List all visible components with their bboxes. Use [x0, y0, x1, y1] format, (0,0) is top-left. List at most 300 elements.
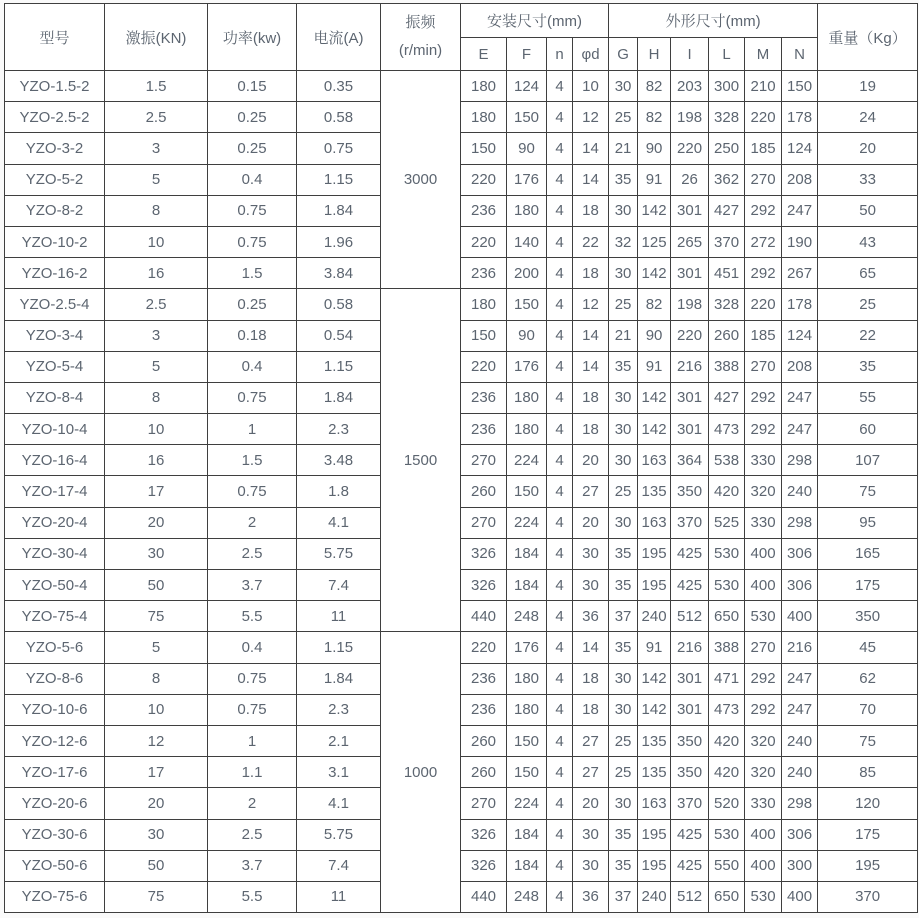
current-cell: 3.48 [297, 445, 381, 476]
dimension-cell: 330 [745, 507, 782, 538]
dimension-cell: 300 [782, 850, 818, 881]
dimension-cell: 184 [507, 538, 547, 569]
weight-cell: 370 [818, 881, 918, 912]
table-row [5, 601, 918, 632]
dimension-cell: 4 [547, 320, 573, 351]
dimension-cell: 82 [638, 71, 671, 102]
dimension-cell: 37 [609, 881, 638, 912]
dimension-cell: 220 [461, 226, 507, 257]
dimension-cell: 4 [547, 538, 573, 569]
weight-cell: 35 [818, 351, 918, 382]
model-cell: YZO-3-4 [5, 320, 105, 351]
dimension-cell: 400 [782, 601, 818, 632]
excitation-cell: 50 [105, 570, 208, 601]
current-cell: 2.3 [297, 694, 381, 725]
header-col-phi-d: φd [573, 38, 609, 71]
dimension-cell: 260 [461, 476, 507, 507]
dimension-cell: 370 [709, 226, 745, 257]
dimension-cell: 30 [573, 819, 609, 850]
dimension-cell: 4 [547, 725, 573, 756]
header-col-I: I [671, 38, 709, 71]
dimension-cell: 190 [782, 226, 818, 257]
dimension-cell: 224 [507, 445, 547, 476]
current-cell: 1.15 [297, 632, 381, 663]
table-row [5, 414, 918, 445]
dimension-cell: 292 [745, 414, 782, 445]
dimension-cell: 200 [507, 258, 547, 289]
power-cell: 0.15 [208, 71, 297, 102]
dimension-cell: 22 [573, 226, 609, 257]
dimension-cell: 195 [638, 570, 671, 601]
dimension-cell: 320 [745, 757, 782, 788]
dimension-cell: 326 [461, 819, 507, 850]
table-row [5, 538, 918, 569]
model-cell: YZO-17-6 [5, 757, 105, 788]
dimension-cell: 471 [709, 663, 745, 694]
excitation-cell: 5 [105, 632, 208, 663]
dimension-cell: 270 [461, 788, 507, 819]
dimension-cell: 270 [461, 507, 507, 538]
dimension-cell: 30 [573, 570, 609, 601]
dimension-cell: 236 [461, 414, 507, 445]
excitation-cell: 12 [105, 725, 208, 756]
excitation-cell: 50 [105, 850, 208, 881]
dimension-cell: 538 [709, 445, 745, 476]
dimension-cell: 4 [547, 195, 573, 226]
dimension-cell: 150 [507, 102, 547, 133]
weight-cell: 25 [818, 289, 918, 320]
model-cell: YZO-12-6 [5, 725, 105, 756]
model-cell: YZO-5-6 [5, 632, 105, 663]
dimension-cell: 425 [671, 570, 709, 601]
dimension-cell: 178 [782, 289, 818, 320]
header-model: 型号 [5, 4, 105, 71]
header-col-F: F [507, 38, 547, 71]
dimension-cell: 326 [461, 538, 507, 569]
weight-cell: 33 [818, 164, 918, 195]
dimension-cell: 530 [745, 601, 782, 632]
model-cell: YZO-5-4 [5, 351, 105, 382]
model-cell: YZO-30-6 [5, 819, 105, 850]
excitation-cell: 75 [105, 601, 208, 632]
weight-cell: 50 [818, 195, 918, 226]
dimension-cell: 306 [782, 538, 818, 569]
excitation-cell: 20 [105, 788, 208, 819]
dimension-cell: 350 [671, 725, 709, 756]
weight-cell: 20 [818, 133, 918, 164]
dimension-cell: 203 [671, 71, 709, 102]
dimension-cell: 272 [745, 226, 782, 257]
model-cell: YZO-20-4 [5, 507, 105, 538]
dimension-cell: 185 [745, 320, 782, 351]
dimension-cell: 35 [609, 538, 638, 569]
dimension-cell: 328 [709, 289, 745, 320]
dimension-cell: 370 [671, 507, 709, 538]
model-cell: YZO-50-6 [5, 850, 105, 881]
dimension-cell: 18 [573, 414, 609, 445]
header-col-H: H [638, 38, 671, 71]
dimension-cell: 326 [461, 570, 507, 601]
model-cell: YZO-1.5-2 [5, 71, 105, 102]
dimension-cell: 292 [745, 195, 782, 226]
excitation-cell: 8 [105, 663, 208, 694]
dimension-cell: 12 [573, 102, 609, 133]
dimension-cell: 90 [638, 320, 671, 351]
dimension-cell: 530 [709, 570, 745, 601]
weight-cell: 350 [818, 601, 918, 632]
dimension-cell: 91 [638, 164, 671, 195]
dimension-cell: 388 [709, 351, 745, 382]
table-row [5, 71, 918, 102]
dimension-cell: 420 [709, 725, 745, 756]
dimension-cell: 400 [782, 881, 818, 912]
dimension-cell: 20 [573, 445, 609, 476]
dimension-cell: 30 [609, 663, 638, 694]
dimension-cell: 4 [547, 445, 573, 476]
dimension-cell: 216 [671, 351, 709, 382]
dimension-cell: 550 [709, 850, 745, 881]
dimension-cell: 4 [547, 632, 573, 663]
excitation-cell: 20 [105, 507, 208, 538]
table-header [5, 4, 918, 71]
header-mount-group: 安装尺寸(mm) [461, 4, 609, 38]
model-cell: YZO-17-4 [5, 476, 105, 507]
dimension-cell: 248 [507, 601, 547, 632]
dimension-cell: 30 [609, 694, 638, 725]
motor-spec-table [4, 3, 918, 913]
excitation-cell: 8 [105, 195, 208, 226]
table-row [5, 226, 918, 257]
dimension-cell: 163 [638, 445, 671, 476]
dimension-cell: 91 [638, 632, 671, 663]
current-cell: 3.84 [297, 258, 381, 289]
power-cell: 1.1 [208, 757, 297, 788]
dimension-cell: 4 [547, 570, 573, 601]
dimension-cell: 388 [709, 632, 745, 663]
power-cell: 3.7 [208, 850, 297, 881]
dimension-cell: 247 [782, 382, 818, 413]
dimension-cell: 427 [709, 195, 745, 226]
dimension-cell: 142 [638, 382, 671, 413]
table-row [5, 289, 918, 320]
dimension-cell: 90 [507, 133, 547, 164]
dimension-cell: 35 [609, 850, 638, 881]
dimension-cell: 400 [745, 570, 782, 601]
power-cell: 2 [208, 788, 297, 819]
weight-cell: 60 [818, 414, 918, 445]
dimension-cell: 306 [782, 819, 818, 850]
dimension-cell: 520 [709, 788, 745, 819]
dimension-cell: 292 [745, 694, 782, 725]
dimension-cell: 12 [573, 289, 609, 320]
header-col-L: L [709, 38, 745, 71]
dimension-cell: 4 [547, 788, 573, 819]
power-cell: 0.25 [208, 133, 297, 164]
dimension-cell: 270 [745, 632, 782, 663]
dimension-cell: 30 [609, 382, 638, 413]
model-cell: YZO-8-2 [5, 195, 105, 226]
dimension-cell: 195 [638, 819, 671, 850]
weight-cell: 65 [818, 258, 918, 289]
dimension-cell: 82 [638, 102, 671, 133]
table-row [5, 351, 918, 382]
dimension-cell: 142 [638, 663, 671, 694]
dimension-cell: 35 [609, 570, 638, 601]
dimension-cell: 142 [638, 258, 671, 289]
dimension-cell: 473 [709, 694, 745, 725]
header-power: 功率(kw) [208, 4, 297, 71]
dimension-cell: 150 [507, 289, 547, 320]
dimension-cell: 135 [638, 757, 671, 788]
model-cell: YZO-8-4 [5, 382, 105, 413]
excitation-cell: 16 [105, 445, 208, 476]
weight-cell: 62 [818, 663, 918, 694]
frequency-cell: 1500 [381, 289, 461, 632]
dimension-cell: 301 [671, 382, 709, 413]
dimension-cell: 4 [547, 881, 573, 912]
dimension-cell: 135 [638, 476, 671, 507]
dimension-cell: 4 [547, 663, 573, 694]
dimension-cell: 184 [507, 570, 547, 601]
table-row [5, 258, 918, 289]
weight-cell: 70 [818, 694, 918, 725]
dimension-cell: 18 [573, 694, 609, 725]
dimension-cell: 530 [745, 881, 782, 912]
dimension-cell: 512 [671, 881, 709, 912]
current-cell: 0.35 [297, 71, 381, 102]
weight-cell: 175 [818, 570, 918, 601]
power-cell: 1.5 [208, 258, 297, 289]
table-row [5, 195, 918, 226]
dimension-cell: 14 [573, 133, 609, 164]
dimension-cell: 180 [507, 382, 547, 413]
dimension-cell: 260 [461, 725, 507, 756]
power-cell: 1 [208, 725, 297, 756]
dimension-cell: 142 [638, 694, 671, 725]
dimension-cell: 220 [671, 133, 709, 164]
dimension-cell: 301 [671, 414, 709, 445]
excitation-cell: 1.5 [105, 71, 208, 102]
dimension-cell: 25 [609, 102, 638, 133]
dimension-cell: 236 [461, 195, 507, 226]
dimension-cell: 4 [547, 819, 573, 850]
header-col-E: E [461, 38, 507, 71]
model-cell: YZO-30-4 [5, 538, 105, 569]
dimension-cell: 330 [745, 445, 782, 476]
dimension-cell: 216 [782, 632, 818, 663]
dimension-cell: 30 [609, 258, 638, 289]
dimension-cell: 224 [507, 507, 547, 538]
model-cell: YZO-10-4 [5, 414, 105, 445]
dimension-cell: 35 [609, 351, 638, 382]
dimension-cell: 440 [461, 881, 507, 912]
dimension-cell: 142 [638, 195, 671, 226]
dimension-cell: 240 [638, 601, 671, 632]
dimension-cell: 124 [782, 320, 818, 351]
dimension-cell: 36 [573, 881, 609, 912]
dimension-cell: 210 [745, 71, 782, 102]
power-cell: 2.5 [208, 538, 297, 569]
dimension-cell: 163 [638, 507, 671, 538]
dimension-cell: 185 [745, 133, 782, 164]
dimension-cell: 150 [507, 476, 547, 507]
dimension-cell: 260 [461, 757, 507, 788]
dimension-cell: 220 [461, 351, 507, 382]
dimension-cell: 142 [638, 414, 671, 445]
power-cell: 1.5 [208, 445, 297, 476]
header-outline-group: 外形尺寸(mm) [609, 4, 818, 38]
current-cell: 1.96 [297, 226, 381, 257]
weight-cell: 175 [818, 819, 918, 850]
dimension-cell: 21 [609, 320, 638, 351]
table-row [5, 320, 918, 351]
current-cell: 1.84 [297, 663, 381, 694]
dimension-cell: 10 [573, 71, 609, 102]
dimension-cell: 248 [507, 881, 547, 912]
dimension-cell: 150 [461, 133, 507, 164]
current-cell: 5.75 [297, 819, 381, 850]
dimension-cell: 30 [609, 507, 638, 538]
dimension-cell: 440 [461, 601, 507, 632]
dimension-cell: 30 [609, 414, 638, 445]
dimension-cell: 30 [609, 195, 638, 226]
table-row [5, 694, 918, 725]
dimension-cell: 30 [609, 71, 638, 102]
weight-cell: 75 [818, 476, 918, 507]
header-frequency-line1: 振频 [405, 13, 436, 31]
dimension-cell: 30 [609, 788, 638, 819]
dimension-cell: 30 [609, 445, 638, 476]
excitation-cell: 10 [105, 694, 208, 725]
dimension-cell: 236 [461, 663, 507, 694]
dimension-cell: 267 [782, 258, 818, 289]
table-row [5, 881, 918, 912]
model-cell: YZO-50-4 [5, 570, 105, 601]
dimension-cell: 427 [709, 382, 745, 413]
dimension-cell: 220 [461, 632, 507, 663]
weight-cell: 85 [818, 757, 918, 788]
excitation-cell: 17 [105, 757, 208, 788]
power-cell: 0.4 [208, 632, 297, 663]
dimension-cell: 150 [507, 725, 547, 756]
power-cell: 2 [208, 507, 297, 538]
power-cell: 0.75 [208, 476, 297, 507]
excitation-cell: 3 [105, 133, 208, 164]
dimension-cell: 26 [671, 164, 709, 195]
dimension-cell: 292 [745, 382, 782, 413]
dimension-cell: 195 [638, 538, 671, 569]
dimension-cell: 180 [507, 694, 547, 725]
dimension-cell: 25 [609, 476, 638, 507]
power-cell: 0.4 [208, 351, 297, 382]
dimension-cell: 425 [671, 538, 709, 569]
power-cell: 2.5 [208, 819, 297, 850]
dimension-cell: 180 [461, 102, 507, 133]
power-cell: 0.25 [208, 289, 297, 320]
dimension-cell: 301 [671, 195, 709, 226]
dimension-cell: 420 [709, 476, 745, 507]
current-cell: 4.1 [297, 788, 381, 819]
dimension-cell: 300 [709, 71, 745, 102]
dimension-cell: 400 [745, 819, 782, 850]
dimension-cell: 216 [671, 632, 709, 663]
model-cell: YZO-75-4 [5, 601, 105, 632]
table-row [5, 445, 918, 476]
power-cell: 0.75 [208, 694, 297, 725]
table-row [5, 757, 918, 788]
dimension-cell: 306 [782, 570, 818, 601]
dimension-cell: 27 [573, 757, 609, 788]
table-row [5, 663, 918, 694]
dimension-cell: 236 [461, 258, 507, 289]
dimension-cell: 400 [745, 538, 782, 569]
dimension-cell: 198 [671, 102, 709, 133]
current-cell: 7.4 [297, 850, 381, 881]
dimension-cell: 220 [745, 102, 782, 133]
dimension-cell: 320 [745, 476, 782, 507]
dimension-cell: 4 [547, 226, 573, 257]
model-cell: YZO-16-2 [5, 258, 105, 289]
dimension-cell: 400 [745, 850, 782, 881]
dimension-cell: 125 [638, 226, 671, 257]
dimension-cell: 362 [709, 164, 745, 195]
current-cell: 1.8 [297, 476, 381, 507]
dimension-cell: 30 [573, 538, 609, 569]
excitation-cell: 2.5 [105, 289, 208, 320]
power-cell: 0.75 [208, 195, 297, 226]
current-cell: 11 [297, 601, 381, 632]
model-cell: YZO-2.5-2 [5, 102, 105, 133]
excitation-cell: 5 [105, 164, 208, 195]
dimension-cell: 184 [507, 819, 547, 850]
table-row [5, 725, 918, 756]
dimension-cell: 140 [507, 226, 547, 257]
frequency-cell: 3000 [381, 71, 461, 289]
dimension-cell: 184 [507, 850, 547, 881]
dimension-cell: 328 [709, 102, 745, 133]
dimension-cell: 301 [671, 663, 709, 694]
table-row [5, 164, 918, 195]
dimension-cell: 14 [573, 351, 609, 382]
excitation-cell: 16 [105, 258, 208, 289]
header-col-n: n [547, 38, 573, 71]
model-cell: YZO-2.5-4 [5, 289, 105, 320]
power-cell: 5.5 [208, 601, 297, 632]
dimension-cell: 4 [547, 850, 573, 881]
dimension-cell: 250 [709, 133, 745, 164]
excitation-cell: 5 [105, 351, 208, 382]
dimension-cell: 451 [709, 258, 745, 289]
current-cell: 0.54 [297, 320, 381, 351]
dimension-cell: 4 [547, 382, 573, 413]
current-cell: 1.84 [297, 382, 381, 413]
dimension-cell: 425 [671, 850, 709, 881]
dimension-cell: 14 [573, 320, 609, 351]
dimension-cell: 30 [573, 850, 609, 881]
dimension-cell: 220 [671, 320, 709, 351]
weight-cell: 22 [818, 320, 918, 351]
dimension-cell: 247 [782, 195, 818, 226]
dimension-cell: 18 [573, 195, 609, 226]
dimension-cell: 195 [638, 850, 671, 881]
excitation-cell: 10 [105, 226, 208, 257]
dimension-cell: 298 [782, 788, 818, 819]
dimension-cell: 4 [547, 507, 573, 538]
model-cell: YZO-10-6 [5, 694, 105, 725]
dimension-cell: 198 [671, 289, 709, 320]
power-cell: 0.18 [208, 320, 297, 351]
model-cell: YZO-16-4 [5, 445, 105, 476]
